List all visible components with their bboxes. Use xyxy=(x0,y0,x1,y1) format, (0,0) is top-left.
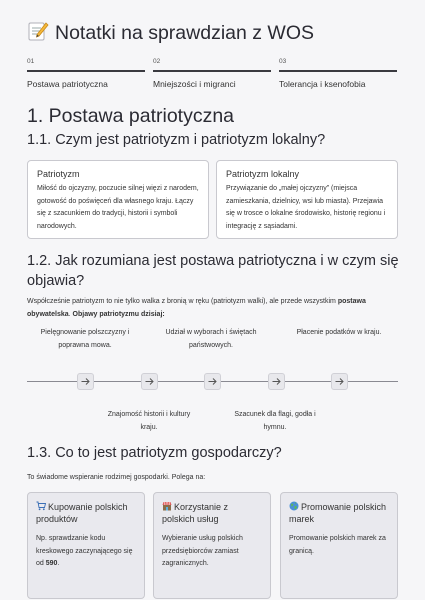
card-body: Promowanie polskich marek za granicą. xyxy=(289,535,386,555)
card-body-text: Np. sprawdzanie kodu kreskowego zaczynającego się od xyxy=(36,535,133,567)
memo-icon xyxy=(27,20,49,42)
intro-bold: Objawy patriotyzmu dzisiaj: xyxy=(72,310,165,318)
arrow-right-icon xyxy=(204,373,221,390)
timeline-item: Znajomość historii i kultury kraju. xyxy=(107,411,191,431)
intro-text: Współcześnie patriotyzm to nie tylko walka z bronią w ręku (patriotyzm walki), ale przede wszystkim xyxy=(27,298,338,305)
page-title-text: Notatki na sprawdzian z WOS xyxy=(55,22,315,44)
card-body: Miłość do ojczyzny, poczucie silnej więzi z narodem, gotowość do poświęceń dla własnego kraju. Łączy się z szacunkiem do tradycji, historii i symboli narodowych. xyxy=(37,185,199,230)
tab-number: 03 xyxy=(279,58,287,65)
tab-bar xyxy=(153,70,271,72)
card-body xyxy=(36,533,136,571)
card-title xyxy=(36,501,136,525)
card-body: Przywiązanie do „małej ojczyzny” (miejsca zamieszkania, dzielnicy, wsi lub miasta). Przejawia się w trosce o lokalne środowisko, historię regionu i integrację z sąsiadami. xyxy=(226,185,386,230)
economic-patriotism-card xyxy=(27,492,145,599)
tab-label: Tolerancja i ksenofobia xyxy=(279,79,366,89)
section-tabs xyxy=(27,58,398,94)
card-title: Patriotyzm xyxy=(37,169,80,179)
subsection-heading: 1.3. Co to jest patriotyzm gospodarczy? xyxy=(27,445,282,461)
timeline-item: Udział w wyborach i świętach państwowych. xyxy=(165,329,257,349)
globe-icon xyxy=(289,501,299,511)
economic-patriotism-card xyxy=(280,492,398,599)
tab-bar xyxy=(279,70,397,72)
tab-number: 01 xyxy=(27,58,35,65)
definition-card xyxy=(27,160,209,239)
card-title: Patriotyzm lokalny xyxy=(226,169,300,179)
card-title xyxy=(162,501,262,525)
shop-icon xyxy=(162,501,172,511)
economic-patriotism-card xyxy=(153,492,271,599)
timeline-item: Szacunek dla flagi, godła i hymnu. xyxy=(234,411,316,431)
card-title xyxy=(289,501,389,525)
timeline-item: Płacenie podatków w kraju. xyxy=(296,329,382,336)
tab-mniejszosci-i-migranci[interactable] xyxy=(153,58,271,94)
tab-number: 02 xyxy=(153,58,161,65)
card-title-text: Promowanie polskich marek xyxy=(289,502,387,524)
tab-postawa-patriotyczna[interactable] xyxy=(27,58,145,94)
patriotism-timeline xyxy=(27,325,398,435)
card-body: Wybieranie usług polskich przedsiębiorców zamiast zagranicznych. xyxy=(162,535,243,567)
arrow-right-icon xyxy=(141,373,158,390)
shopping-cart-icon xyxy=(36,501,46,511)
card-title-text: Kupowanie polskich produktów xyxy=(36,502,128,524)
intro-paragraph: To świadome wspieranie rodzimej gospodarki. Polega na: xyxy=(27,474,206,481)
arrow-right-icon xyxy=(331,373,348,390)
tab-label: Postawa patriotyczna xyxy=(27,79,108,89)
tab-tolerancja-i-ksenofobia[interactable] xyxy=(279,58,397,94)
arrow-right-icon xyxy=(77,373,94,390)
tab-label: Mniejszości i migranci xyxy=(153,79,236,89)
section-heading: 1. Postawa patriotyczna xyxy=(27,105,235,127)
page-title xyxy=(27,20,314,45)
intro-bold: postawa obywatelska xyxy=(27,298,366,318)
intro-paragraph xyxy=(27,296,399,321)
intro-text: . xyxy=(68,310,73,318)
card-body-text: . xyxy=(57,560,60,567)
card-title-text: Korzystanie z polskich usług xyxy=(162,502,229,524)
subsection-heading: 1.1. Czym jest patriotyzm i patriotyzm lokalny? xyxy=(27,132,326,148)
subsection-heading: 1.2. Jak rozumiana jest postawa patriotyczna i w czym się objawia? xyxy=(27,253,399,289)
definition-card xyxy=(216,160,398,239)
barcode-prefix: 590 xyxy=(45,560,58,567)
arrow-right-icon xyxy=(268,373,285,390)
tab-bar xyxy=(27,70,145,72)
timeline-item: Pielęgnowanie polszczyzny i poprawna mowa. xyxy=(40,329,130,349)
